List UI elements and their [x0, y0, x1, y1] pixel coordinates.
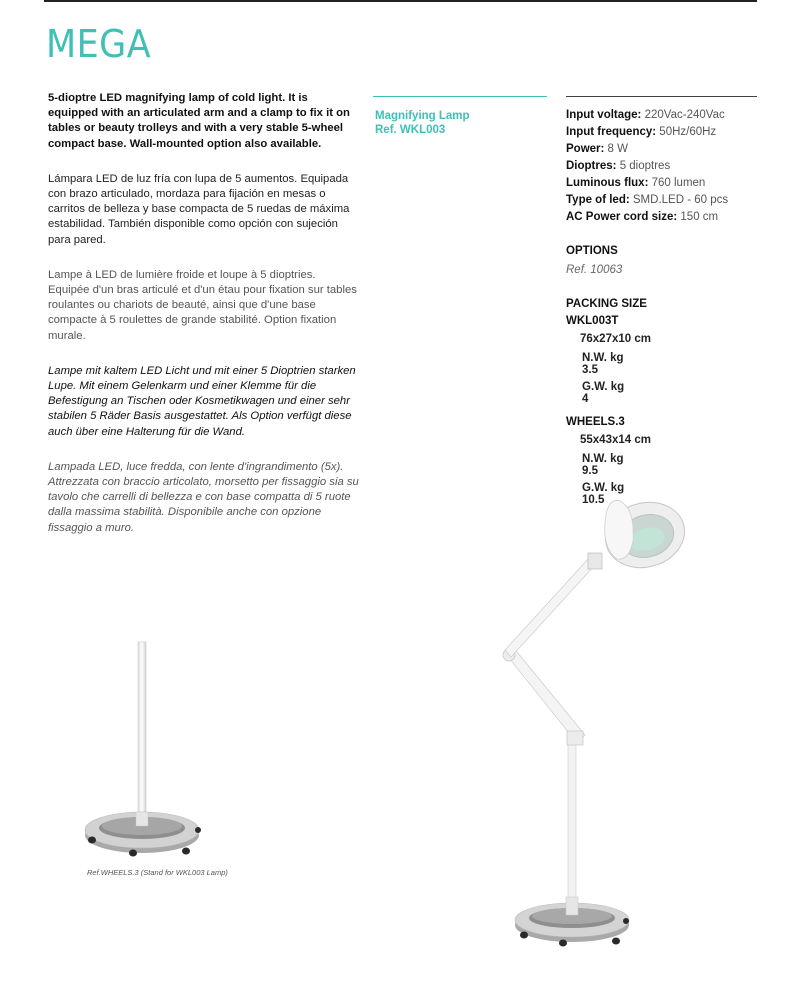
spec-power: Power: 8 W: [566, 143, 628, 155]
specs-rule: [566, 96, 757, 97]
top-rule: [44, 0, 757, 2]
packing-item-net-weight: N.W. kg 9.5: [582, 453, 624, 477]
spec-cord-size: AC Power cord size: 150 cm: [566, 211, 719, 223]
stand-caption: Ref.WHEELS.3 (Stand for WKL003 Lamp): [87, 868, 228, 877]
magnifying-lamp-image: [495, 495, 695, 955]
description-spanish: Lámpara LED de luz fría con lupa de 5 aumentos. Equipada con brazo articulado, mordaza para fijación en mesas o carritos de belleza y base compacta de 5 ruedas de máxima estabilidad. También disponible como opción con sujeción para pared.: [48, 172, 350, 246]
product-ref: Ref. WKL003: [375, 124, 446, 136]
options-ref: Ref. 10063: [566, 264, 623, 276]
spec-led-type: Type of led: SMD.LED - 60 pcs: [566, 194, 729, 206]
packing-title: PACKING SIZE: [566, 298, 647, 310]
product-info: [375, 109, 470, 137]
options-title: OPTIONS: [566, 245, 618, 257]
packing-item-dims: 55x43x14 cm: [580, 434, 651, 446]
spec-luminous-flux: Luminous flux: 760 lumen: [566, 177, 706, 189]
description-italian: Lampada LED, luce fredda, con lente d'ingrandimento (5x). Attrezzata con braccio articolato, morsetto per fissaggio sia su tavolo che carrelli di bellezza e con base compatta di 5 ruote dalla massima stabilità. Disponibile anche con opzione fissaggio a muro.: [48, 460, 359, 534]
spec-dioptres: Dioptres: 5 dioptres: [566, 160, 671, 172]
packing-item-net-weight: N.W. kg 3.5: [582, 352, 624, 376]
page-title: MEGA: [46, 22, 152, 66]
packing-item-gross-weight: G.W. kg 10.5: [582, 482, 625, 506]
product-rule: [373, 96, 547, 97]
description-german: Lampe mit kaltem LED Licht und mit einer 5 Dioptrien starken Lupe. Mit einem Gelenkarm und einer Klemme für die Befestigung an Tischen oder Kosmetikwagen und einer sehr stabilen 5 Räder Basis ausgestattet. Als Option verfügt diese auch über eine Halterung für die Wand.: [48, 364, 356, 438]
specs-column: [566, 107, 728, 506]
packing-item-name: WKL003T: [566, 315, 619, 327]
packing-item-dims: 76x27x10 cm: [580, 333, 651, 345]
description-english: 5-dioptre LED magnifying lamp of cold light. It is equipped with an articulated arm and a clamp to fix it on tables or beauty trolleys and with a very stable 5-wheel compact base. Wall-mounted option also available.: [48, 92, 350, 150]
spec-input-voltage: Input voltage: 220Vac-240Vac: [566, 109, 725, 121]
wheeled-stand-image: [80, 640, 220, 865]
packing-item-name: WHEELS.3: [566, 416, 625, 428]
description-column: [48, 91, 360, 536]
description-french: Lampe à LED de lumière froide et loupe à 5 dioptries. Equipée d'un bras articulé et d'un étau pour fixation sur tables roulantes ou chariots de beauté, ainsi que d'une base compacte à 5 roulettes de grande stabilité. Option fixation murale.: [48, 268, 357, 342]
spec-input-frequency: Input frequency: 50Hz/60Hz: [566, 126, 717, 138]
product-name: Magnifying Lamp: [375, 110, 470, 122]
packing-item-gross-weight: G.W. kg 4: [582, 381, 625, 405]
